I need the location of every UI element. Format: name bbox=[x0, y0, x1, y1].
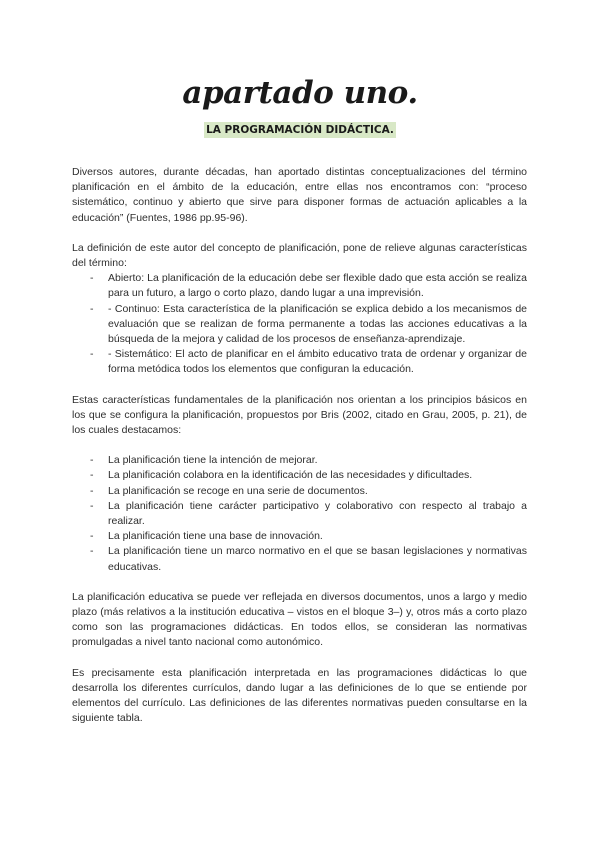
list-item bbox=[72, 271, 527, 301]
dash-bullet: - bbox=[90, 302, 94, 315]
paragraph-4: La planificación educativa se puede ver reflejada en diversos documentos, unos a largo y medio plazo (más relativos a la institución educativa – vistos en el bloque 3–) y, otros más a corto plazo como son las programaciones didácticas. En todos ellos, se consideran las normativas promulgadas a nivel tanto nacional como autonómico. bbox=[72, 590, 527, 649]
list-item-text: La planificación tiene un marco normativo en el que se basan legislaciones y normativas educativas. bbox=[108, 545, 527, 573]
list-item-text: - Sistemático: El acto de planificar en el ámbito educativo trata de ordenar y organizar de forma metódica todos los elementos que configuran la educación. bbox=[108, 348, 527, 376]
dash-bullet: - bbox=[90, 484, 94, 497]
list-item-text: - Continuo: Esta característica de la planificación se explica debido a los mecanismos de evaluación que se realizan de forma permanente a todas las acciones educativas a la búsqueda de la mejora y calidad de los procesos de enseñanza-aprendizaje. bbox=[108, 302, 527, 346]
dash-bullet: - bbox=[90, 545, 94, 558]
dash-bullet: - bbox=[90, 454, 94, 467]
list-item bbox=[72, 544, 527, 574]
list-item-text: La planificación colabora en la identificación de las necesidades y dificultades. bbox=[108, 469, 473, 482]
list-item-text: La planificación tiene la intención de mejorar. bbox=[108, 454, 318, 467]
list-item-text: Abierto: La planificación de la educación debe ser flexible dado que esta acción se realiza para un futuro, a largo o corto plazo, dando lugar a una imprevisión. bbox=[108, 272, 527, 300]
paragraph-5: Es precisamente esta planificación interpretada en las programaciones didácticas lo que desarrolla los diferentes currículos, dando lugar a las definiciones de lo que se entiende por elementos del currículo. Las definiciones de las diferentes normativas pueden consultarse en la siguiente tabla. bbox=[72, 666, 527, 725]
characteristics-list bbox=[72, 271, 527, 377]
list-item-text: La planificación tiene carácter participativo y colaborativo con respecto al trabajo a realizar. bbox=[108, 499, 527, 528]
section-subtitle: LA PROGRAMACIÓN DIDÁCTICA. bbox=[206, 124, 394, 136]
list-item-text: La planificación se recoge en una serie de documentos. bbox=[108, 484, 368, 497]
paragraph-2: La definición de este autor del concepto de planificación, pone de relieve algunas características del término: bbox=[72, 241, 527, 270]
principles-list bbox=[72, 453, 527, 575]
list-item-text: La planificación tiene una base de innovación. bbox=[108, 530, 323, 543]
list-item bbox=[72, 529, 527, 544]
list-item bbox=[72, 347, 527, 377]
dash-bullet: - bbox=[90, 348, 94, 361]
list-item bbox=[72, 499, 527, 529]
list-item bbox=[72, 468, 527, 483]
document-body bbox=[72, 165, 527, 742]
list-item bbox=[72, 453, 527, 468]
paragraph-3: Estas características fundamentales de la planificación nos orientan a los principios básicos en los que se configura la planificación, propuestos por Bris (2002, citado en Grau, 2005, p. 21), de los cuales destacamos: bbox=[72, 393, 527, 437]
section-title: apartado uno. bbox=[182, 75, 418, 111]
list-item bbox=[72, 302, 527, 348]
dash-bullet: - bbox=[90, 499, 94, 512]
dash-bullet: - bbox=[90, 530, 94, 543]
dash-bullet: - bbox=[90, 272, 94, 285]
paragraph-1: Diversos autores, durante décadas, han aportado distintas conceptualizaciones del término planificación en el ámbito de la educación, entre ellas nos encontramos con: “proceso sistemático, continuo y abierto que sirve para disponer formas de actuación aplicables a la educación” (Fuentes, 1986 pp.95-96). bbox=[72, 166, 527, 224]
section-subtitle-wrap bbox=[0, 120, 600, 138]
dash-bullet: - bbox=[90, 469, 94, 482]
list-item bbox=[72, 484, 527, 499]
